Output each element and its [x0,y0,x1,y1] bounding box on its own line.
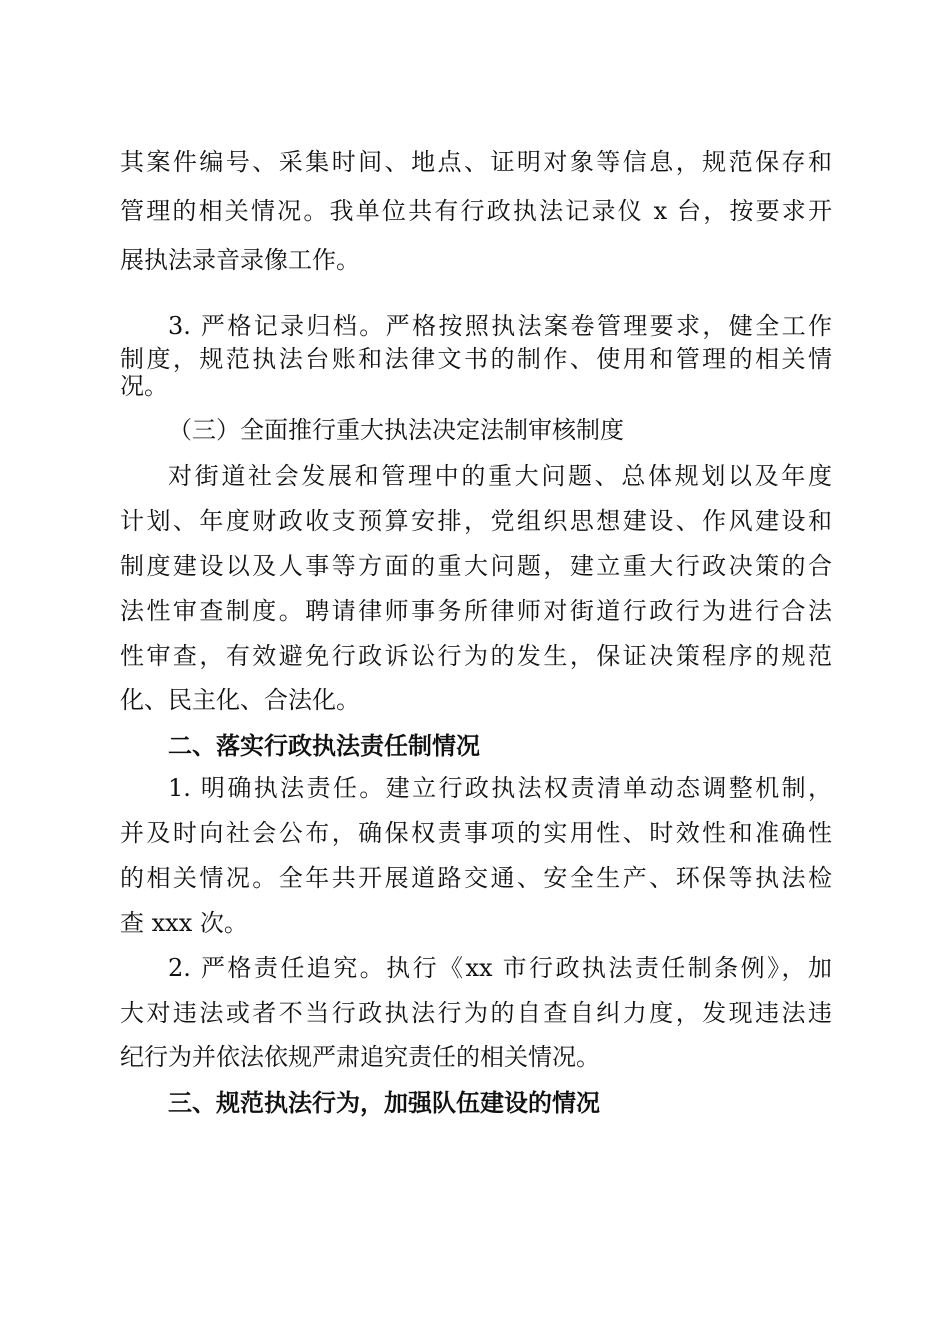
paragraph-line: 制度，规范执法台账和法律文书的制作、使用和管理的相关情 [120,345,832,373]
section-subheading: （三）全面推行重大执法决定法制审核制度 [168,416,624,444]
paragraph-line: 对街道社会发展和管理中的重大问题、总体规划以及年度 [168,462,832,490]
section-heading: 二、落实行政执法责任制情况 [168,732,480,760]
paragraph-line: 法性审查制度。聘请律师事务所律师对街道行政行为进行合法 [120,597,832,625]
paragraph-line: 制度建设以及人事等方面的重大问题，建立重大行政决策的合 [120,552,832,580]
paragraph-line: 计划、年度财政收支预算安排，党组织思想建设、作风建设和 [120,507,832,535]
paragraph-line: 查 xxx 次。 [120,909,248,937]
paragraph-line: 其案件编号、采集时间、地点、证明对象等信息，规范保存和 [120,148,832,176]
paragraph-line: 化、民主化、合法化。 [120,686,360,714]
paragraph-line: 大对违法或者不当行政执法行为的自查自纠力度，发现违法违 [120,999,832,1027]
paragraph-line: 3. 严格记录归档。严格按照执法案卷管理要求，健全工作 [168,312,832,340]
paragraph-line: 1. 明确执法责任。建立行政执法权责清单动态调整机制， [168,774,832,802]
paragraph-line: 性审查，有效避免行政诉讼行为的发生，保证决策程序的规范 [120,642,832,670]
section-heading: 三、规范执法行为，加强队伍建设的情况 [168,1089,600,1117]
paragraph-line: 2. 严格责任追究。执行《xx 市行政执法责任制条例》，加 [168,954,832,982]
paragraph-line: 展执法录音录像工作。 [120,246,360,274]
paragraph-line: 并及时向社会公布，确保权责事项的实用性、时效性和准确性 [120,819,832,847]
paragraph-line: 管理的相关情况。我单位共有行政执法记录仪 x 台，按要求开 [120,197,832,225]
paragraph-line: 况。 [120,372,168,400]
paragraph-line: 纪行为并依法依规严肃追究责任的相关情况。 [120,1043,600,1071]
paragraph-line: 的相关情况。全年共开展道路交通、安全生产、环保等执法检 [120,864,832,892]
